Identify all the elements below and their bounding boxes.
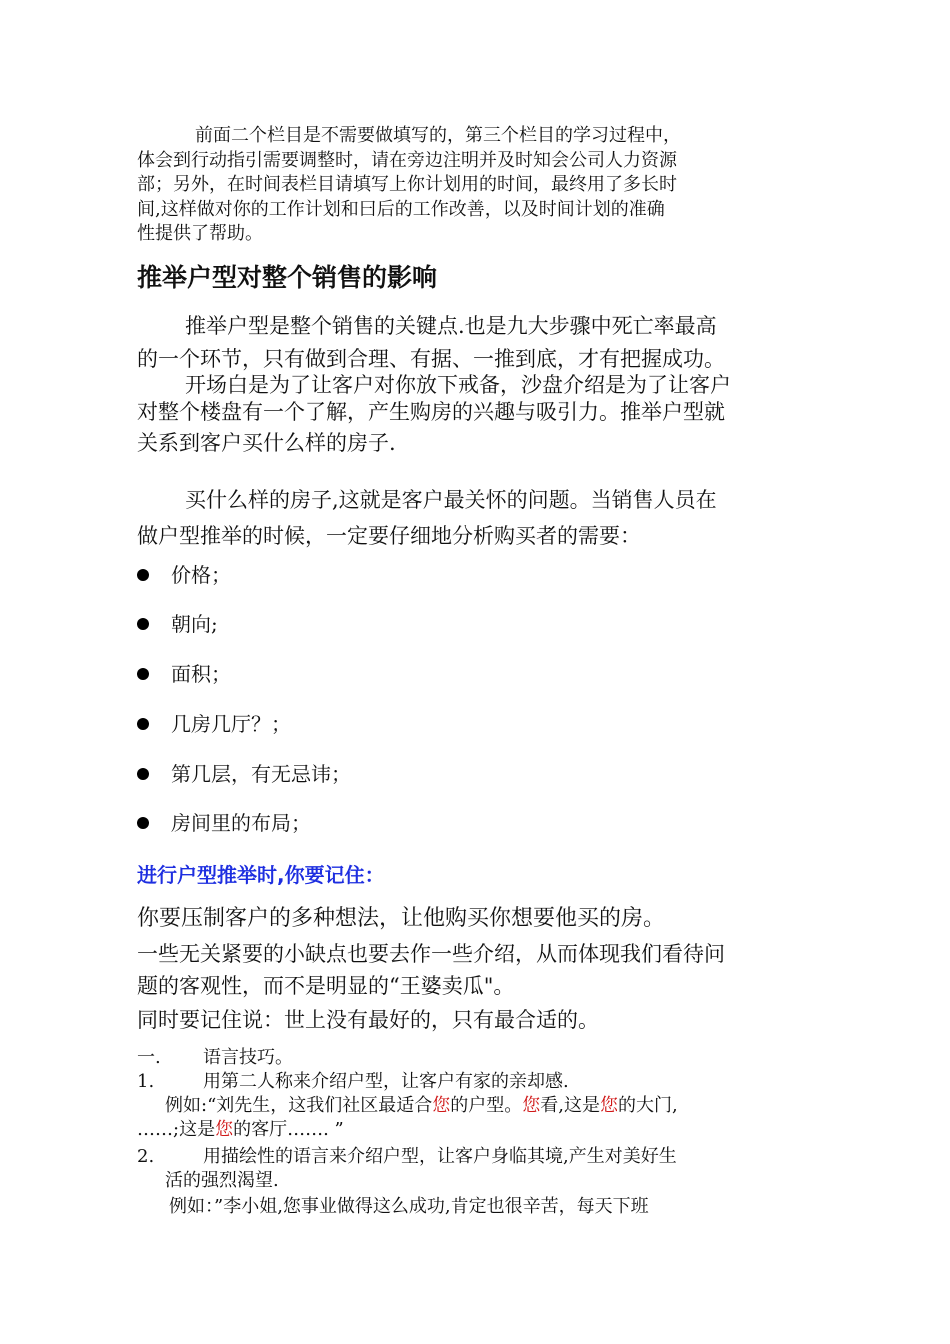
example-line	[137, 1094, 817, 1118]
item-continuation: 活的强烈渴望.	[165, 1170, 279, 1191]
example-line	[137, 1118, 817, 1142]
language-section	[137, 1046, 817, 1219]
list-item-text: 朝向;	[171, 612, 218, 636]
bullet-icon	[137, 768, 149, 780]
example-line: 例如：”李小姐,您事业做得这么成功,肯定也很辛苦，每天下班	[169, 1196, 649, 1217]
list-item	[137, 658, 231, 687]
example-text: 的客厅……. ”	[233, 1119, 344, 1140]
section-title	[137, 1046, 817, 1070]
remember-line: 一些无关紧要的小缺点也要去作一些介绍，从而体现我们看待问	[137, 942, 725, 966]
paragraph-line: 推举户型是整个销售的关键点.也是九大步骤中死亡率最高	[185, 314, 717, 338]
paragraph-line: 做户型推举的时候，一定要仔细地分析购买者的需要：	[137, 524, 641, 548]
bullet-icon	[137, 569, 149, 581]
paragraph-needs	[137, 482, 817, 554]
paragraph-line: 关系到客户买什么样的房子.	[137, 431, 396, 455]
example-text: 的大门,	[618, 1095, 678, 1116]
list-item-text: 价格；	[171, 563, 231, 587]
subsection-heading: 进行户型推举时,你要记住：	[137, 863, 385, 887]
paragraph-key-point	[137, 310, 817, 376]
highlight-you: 您	[522, 1095, 541, 1116]
list-item	[137, 708, 291, 737]
list-item-text: 几房几厅？；	[171, 712, 291, 736]
list-item	[137, 559, 231, 588]
item-number: 2.	[137, 1146, 155, 1167]
list-item	[137, 608, 218, 637]
paragraph-line: 开场白是为了让客户对你放下戒备，沙盘介绍是为了让客户	[185, 373, 731, 397]
example-text: ……;这是	[137, 1119, 216, 1140]
remember-line: 题的客观性，而不是明显的“王婆卖瓜"。	[137, 974, 515, 998]
bullet-icon	[137, 668, 149, 680]
section-title-text: 语言技巧。	[203, 1047, 293, 1068]
remember-line: 同时要记住说：世上没有最好的，只有最合适的。	[137, 1008, 599, 1032]
intro-line: 间,这样做对你的工作计划和曰后的工作改善，以及时间计划的准确	[137, 198, 665, 220]
intro-paragraph	[137, 124, 817, 247]
item-number: 1.	[137, 1071, 155, 1092]
numbered-item	[137, 1145, 817, 1169]
example-text: 看,这是	[540, 1095, 600, 1116]
numbered-item	[137, 1070, 817, 1094]
list-item	[137, 807, 311, 836]
item-text: 用第二人称来介绍户型，让客户有家的亲却感.	[203, 1071, 569, 1092]
paragraph-opening	[137, 372, 817, 457]
intro-line: 前面二个栏目是不需要做填写的，第三个栏目的学习过程中，	[195, 125, 681, 146]
list-item	[137, 758, 351, 787]
remember-paragraph	[137, 904, 817, 1036]
highlight-you: 您	[215, 1119, 234, 1140]
highlight-you: 您	[600, 1095, 618, 1116]
remember-line: 你要压制客户的多种想法，让他购买你想要他买的房。	[137, 906, 666, 931]
highlight-you: 您	[432, 1095, 451, 1116]
intro-line: 部；另外，在时间表栏目请填写上你计划用的时间，最终用了多长时	[137, 174, 677, 196]
list-item-text: 第几层，有无忌讳；	[171, 762, 351, 786]
intro-line: 体会到行动指引需要调整时，请在旁边注明并及时知会公司人力资源	[137, 149, 677, 171]
list-item-text: 房间里的布局；	[171, 811, 311, 835]
intro-line: 性提供了帮助。	[137, 223, 263, 245]
bullet-icon	[137, 618, 149, 630]
bullet-icon	[137, 817, 149, 829]
item-text: 用描绘性的语言来介绍户型，让客户身临其境,产生对美好生	[203, 1146, 677, 1167]
example-text: 的户型。	[450, 1095, 523, 1116]
paragraph-line: 的一个环节，只有做到合理、有据、一推到底，才有把握成功。	[137, 347, 725, 371]
section-heading: 推举户型对整个销售的影响	[137, 263, 438, 292]
bullet-icon	[137, 718, 149, 730]
example-text: 例如:“刘先生，这我们社区最适合	[165, 1095, 433, 1116]
list-item-text: 面积；	[171, 662, 231, 686]
paragraph-line: 对整个楼盘有一个了解，产生购房的兴趣与吸引力。推举户型就	[137, 400, 725, 424]
paragraph-line: 买什么样的房子,这就是客户最关怀的问题。当销售人员在	[185, 488, 717, 512]
section-number: 一.	[137, 1047, 161, 1068]
